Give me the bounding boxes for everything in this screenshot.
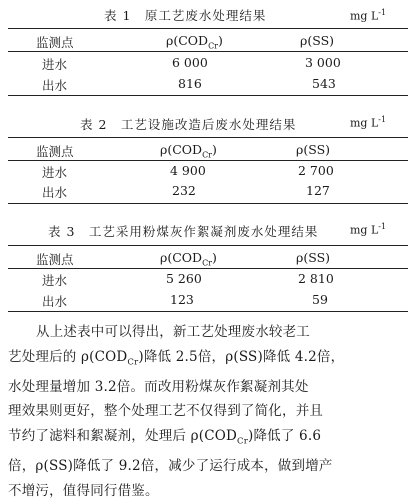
table-2-bottom-rule [8,203,408,204]
table-1-header-cod: $\rho(COD_{Cr})$ [166,33,223,51]
table-3-header-point: 监测点 [36,252,74,267]
table-2-row-2-cod: 232 [172,183,196,198]
table-3-header-rule [8,268,408,269]
table-1-row-2-cod: 816 [178,76,202,91]
paragraph-line-3: 水处理量增加 3.2倍。而改用粉煤灰作絮凝剂其处 [8,378,309,395]
table-2-header-ss: ρ(SS) [296,142,331,157]
table-3-row-1-cod: 5 260 [166,271,202,286]
table-2-row-1-ss: 2 700 [298,163,334,178]
table-1-row-1-point: 进水 [42,57,68,72]
body-paragraph [8,320,410,504]
table-3-caption: 表 3 工艺采用粉煤灰作絮凝剂废水处理结果 [48,224,319,239]
table-1-caption: 表 1 原工艺废水处理结果 [104,8,267,23]
table-3-bottom-rule [8,311,408,312]
paragraph-line-4: 理效果则更好，整个处理工艺不仅得到了简化，并且 [8,403,324,420]
table-2-caption: 表 2 工艺设施改造后废水处理结果 [80,117,297,132]
table-2-header-rule [8,160,408,161]
table-2-unit: mg $L^{-1}$ [350,115,387,130]
table-1-row-2-ss: 543 [312,76,336,91]
table-2-row-2-ss: 127 [306,183,330,198]
table-1-header-rule [8,51,408,52]
table-3-header-ss: ρ(SS) [296,250,331,265]
table-2-row-1-cod: 4 900 [170,163,206,178]
paragraph-line-2: 艺处理后的 $\rho(COD_{Cr})$降低 2.5倍，ρ(SS)降低 4.2倍， [8,348,345,368]
table-2-row-2-point: 出水 [42,185,68,200]
table-1-row-1-cod: 6 000 [172,55,208,70]
table-1-row-1-ss: 3 000 [305,55,341,70]
table-3-row-1-point: 进水 [42,273,68,288]
paragraph-line-7: 不增污，值得同行借鉴。 [8,482,159,499]
table-2-header-cod: $\rho(COD_{Cr})$ [160,142,217,160]
table-1-row-2-point: 出水 [42,78,68,93]
table-1-top-rule [8,28,408,29]
table-3-row-2-ss: 59 [312,292,328,307]
table-1-header-ss: ρ(SS) [300,33,335,48]
table-3-row-2-cod: 123 [170,292,194,307]
table-3-row-2-point: 出水 [42,294,68,309]
table-3-unit: mg $L^{-1}$ [350,222,387,237]
paragraph-line-6: 倍，ρ(SS)降低了 9.2倍，减少了运行成本，做到增产 [8,458,333,475]
table-1-bottom-rule [8,95,408,96]
table-1-unit: mg $L^{-1}$ [350,8,387,23]
table-3-header-cod: $\rho(COD_{Cr})$ [160,250,217,268]
table-3-top-rule [8,245,408,246]
paragraph-line-5: 节约了滤料和絮凝剂，处理后 $\rho(COD_{Cr})$降低了 6.6 [8,428,322,447]
table-2-top-rule [8,137,408,138]
paragraph-line-1: 从上述表中可以得出，新工艺处理废水较老工 [36,324,310,340]
table-3-row-1-ss: 2 810 [298,271,334,286]
table-2-header-point: 监测点 [36,144,74,159]
table-2-row-1-point: 进水 [42,165,68,180]
table-1-header-point: 监测点 [36,35,74,50]
